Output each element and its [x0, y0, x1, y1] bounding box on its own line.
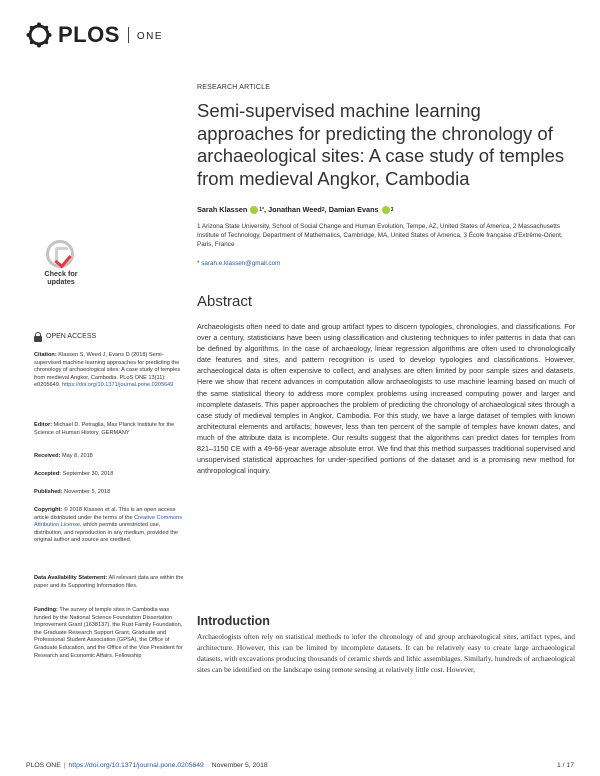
brand-name: PLOS: [58, 22, 120, 47]
footer-separator: |: [63, 762, 66, 769]
copyright-text-end: , which permits unrestricted use, distribution, and reproduction in any medium, provided the original author and source are credited.: [34, 522, 178, 544]
citation-block: [34, 352, 184, 390]
accepted-label: Accepted:: [34, 471, 62, 477]
received-date: May 8, 2018: [62, 453, 93, 459]
open-access-label: OPEN ACCESS: [46, 333, 97, 341]
footer-spacer: [207, 762, 209, 769]
open-access-badge: [34, 332, 184, 342]
funding-block: [34, 607, 184, 660]
page-number: 1 / 17: [556, 762, 574, 769]
author-separator: ,: [264, 205, 269, 214]
citation-label: Citation:: [34, 352, 57, 358]
copyright-label: Copyright:: [34, 507, 63, 513]
citation-doi-link[interactable]: https://doi.org/10.1371/journal.pone.0205649: [62, 382, 174, 389]
check-for-updates-label: [36, 270, 86, 286]
editor-label: Editor:: [34, 422, 53, 428]
author-separator: ,: [324, 205, 329, 214]
author-list: [197, 205, 575, 214]
data-availability-label: Data Availability Statement:: [34, 575, 108, 581]
accepted-block: [34, 471, 184, 479]
open-lock-icon: [34, 332, 42, 342]
article-type: RESEARCH ARTICLE: [197, 84, 271, 91]
editor-text: Michael D. Petraglia, Max Planck Institute for the Science of Human History, GERMANY: [34, 422, 175, 436]
orcid-icon[interactable]: [382, 206, 390, 214]
data-availability-block: [34, 575, 184, 590]
published-date: November 5, 2018: [64, 489, 111, 495]
received-block: [34, 453, 184, 461]
citation-text: Klassen S, Weed J, Evans D (2018) Semi-supervised machine learning approaches for predicting the chronology of archaeological sites: A case study of temples from medieval Angkor, Cambodia. PLoS ONE 13(11): e0205649.: [34, 352, 181, 389]
logo-divider: [128, 27, 129, 43]
affiliations: 1 Arizona State University, School of Social Change and Human Evolution, Tempe, AZ, United States of America, 2 Massachusetts Institute of Technology, Department of Mathematics, Cambridge, MA, United States of America, 3 École française d'Extrême-Orient, Paris, France: [197, 223, 563, 249]
accepted-date: September 30, 2018: [62, 471, 114, 477]
author-name[interactable]: Damian Evans: [328, 205, 379, 214]
footer-journal: PLOS ONE: [26, 762, 61, 769]
data-availability-text: All relevant data are within the paper and its Supporting Information files.: [34, 575, 184, 589]
author-affiliation-mark: 1*: [259, 206, 265, 213]
corresponding-email: [197, 260, 575, 267]
copyright-block: [34, 507, 184, 545]
published-label: Published:: [34, 489, 63, 495]
author-name[interactable]: Jonathan Weed: [268, 205, 322, 214]
received-label: Received:: [34, 453, 61, 459]
author-affiliation-mark: 3: [390, 206, 394, 213]
footer-doi-link[interactable]: https://doi.org/10.1371/journal.pone.0205649: [68, 762, 204, 769]
license-link[interactable]: Creative Commons Attribution License: [34, 514, 183, 529]
funding-text: The survey of temple sites in Cambodia was funded by the National Science Foundation Dissertation Improvement Grant (1638137), the Rust Family Foundation, the Graduate Research Support Grant, Graduate and Professional Student Association (GPSA), the Office of Graduate Education, and the Office of the Vice President for Research and Economic Affairs. Fellowship: [34, 607, 183, 659]
editor-block: [34, 422, 184, 437]
footer-date: November 5, 2018: [211, 762, 268, 769]
author-name[interactable]: Sarah Klassen: [197, 205, 248, 214]
plos-one-logo: [26, 22, 163, 48]
funding-label: Funding:: [34, 607, 58, 613]
author-affiliation-mark: 2: [321, 206, 325, 213]
abstract-heading: Abstract: [197, 293, 253, 310]
introduction-text: Archaeologists often rely on statistical methods to infer the chronology of and group archaeological sites, artifact types, and architecture. However, this can be limited by incomplete datasets. It can be relatively easy to create large archaeological datasets, with excavations producing thousands of ceramic sherds and lithic assemblages. Similarly, hundreds of archaeological sites can be identified on the landscape using remote sensing at relatively little cost. However,: [197, 632, 575, 674]
check-for-updates-badge[interactable]: [36, 240, 86, 295]
article-title: Semi-supervised machine learning approaches for predicting the chronology of archaeological sites: A case study of temples from medieval Angkor, Cambodia: [197, 100, 565, 189]
journal-name: ONE: [136, 31, 164, 42]
introduction-heading: Introduction: [197, 614, 270, 628]
check-for-updates-line2: updates: [47, 277, 75, 286]
corresponding-star: *: [197, 260, 200, 267]
published-block: [34, 489, 184, 497]
plos-logo-icon: [26, 22, 52, 48]
copyright-text: © 2018 Klassen et al. This is an open access article distributed under the terms of the: [34, 507, 176, 521]
check-for-updates-line1: Check for: [44, 269, 78, 278]
orcid-icon[interactable]: [250, 206, 258, 214]
abstract-text: Archaeologists often need to date and group artifact types to discern typologies, chronologies, and classifications. For over a century, statisticians have been using classification and clustering techniques to infer patterns in data that can be defined by algorithms. In the case of archaeology, linear regression algorithms are often used to chronologically date features and sites, and pattern recognition is used to develop typologies and classifications. However, archaeological data is often expensive to collect, and analyses are often limited by poor sample sizes and datasets. Here we show that recent advances in computation allow archaeologists to use machine learning based on much of the same statistical theory to address more complex problems using increased computing power and larger and incomplete datasets. This paper approaches the problem of predicting the chronology of archaeological sites through a case study of medieval temples in Angkor, Cambodia. For this study, we have a large dataset of temples with known architectural elements and artifacts; however, less than ten percent of the sample of temples have known dates, and much of the attribute data is incomplete. Our results suggest that the algorithms can predict dates for temples from 821–1150 CE with a 49-66-year average absolute error. We find that this method surpasses traditional supervised and unsupervised statistical approaches for under-specified portions of the dataset and is a promising new method for anthropological inquiry.: [197, 322, 575, 476]
email-link[interactable]: sarah.e.klassen@gmail.com: [201, 260, 281, 267]
page-footer: [26, 762, 574, 769]
